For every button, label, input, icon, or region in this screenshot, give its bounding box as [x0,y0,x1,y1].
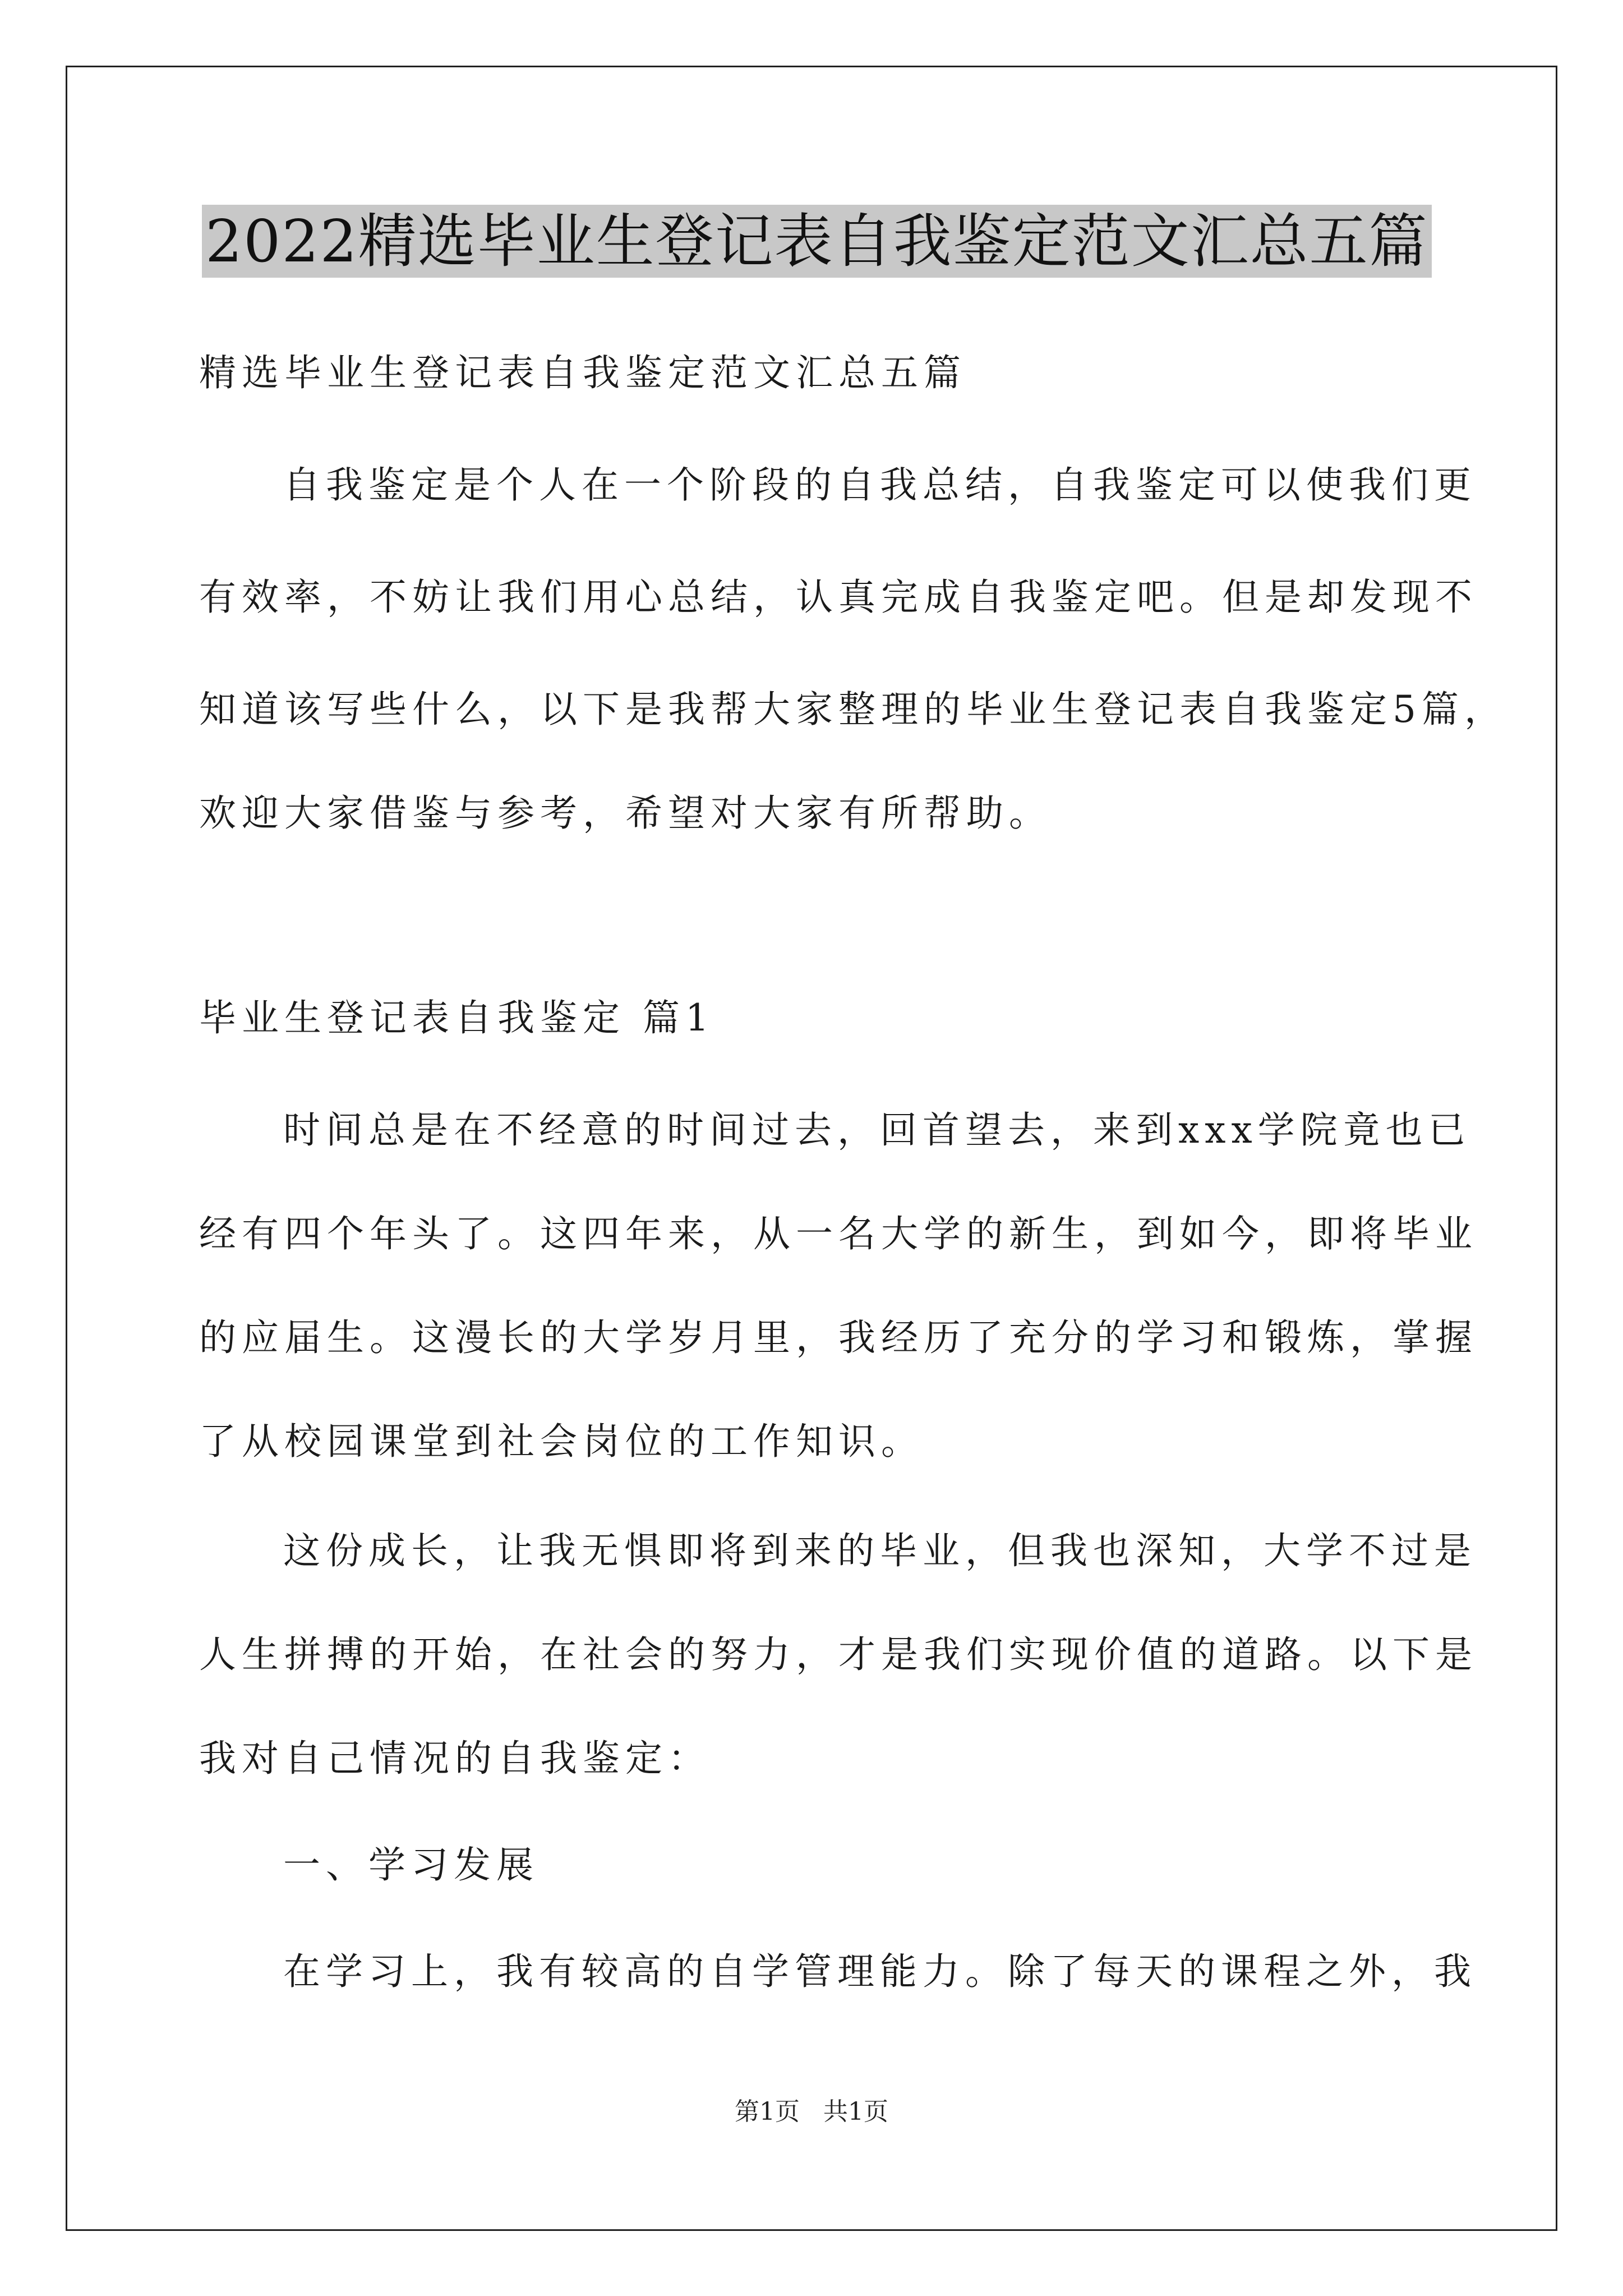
section-heading: 毕业生登记表自我鉴定 篇1 [199,996,714,1039]
document-title: 2022精选毕业生登记表自我鉴定范文汇总五篇 [202,205,1432,278]
intro-line-3: 知道该写些什么，以下是我帮大家整理的毕业生登记表自我鉴定5篇， [199,688,1507,731]
para2-line-2: 人生拼搏的开始，在社会的努力，才是我们实现价值的道路。以下是 [199,1633,1478,1676]
para2-line-1: 这份成长，让我无惧即将到来的毕业，但我也深知，大学不过是 [283,1529,1477,1572]
para1-line-3: 的应届生。这漫长的大学岁月里，我经历了充分的学习和锻炼，掌握 [199,1316,1478,1359]
intro-line-4: 欢迎大家借鉴与参考，希望对大家有所帮助。 [199,792,1052,835]
para1-line-2: 经有四个年头了。这四年来，从一名大学的新生，到如今，即将毕业 [199,1212,1478,1255]
para2-line-3: 我对自己情况的自我鉴定： [199,1737,711,1780]
intro-line-1: 自我鉴定是个人在一个阶段的自我总结，自我鉴定可以使我们更 [283,463,1477,507]
para3-line-1: 在学习上，我有较高的自学管理能力。除了每天的课程之外，我 [283,1950,1477,1993]
para1-line-1: 时间总是在不经意的时间过去，回首望去，来到xxx学院竟也已 [283,1108,1471,1152]
para1-line-4: 了从校园课堂到社会岗位的工作知识。 [199,1420,924,1463]
intro-line-2: 有效率，不妨让我们用心总结，认真完成自我鉴定吧。但是却发现不 [199,576,1478,619]
page-footer: 第1页 共1页 [735,2097,888,2126]
document-subtitle: 精选毕业生登记表自我鉴定范文汇总五篇 [199,351,966,394]
subheading: 一、学习发展 [283,1843,539,1887]
